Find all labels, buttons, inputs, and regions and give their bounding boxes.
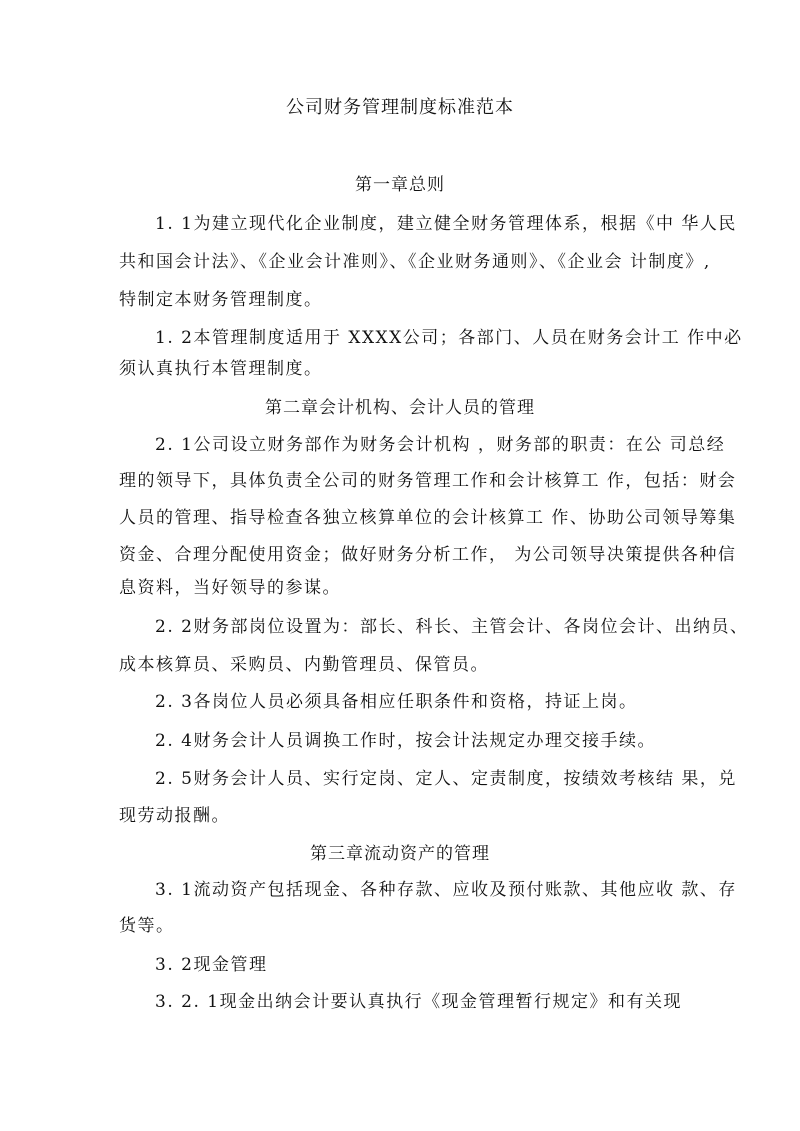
paragraph-line: 2. 5财务会计人员、实行定岗、定人、定责制度，按绩效考核结 果，兑 [155, 769, 737, 789]
paragraph-line: 2. 4财务会计人员调换工作时，按会计法规定办理交接手续。 [155, 731, 656, 751]
paragraph-line: 须认真执行本管理制度。 [119, 359, 323, 379]
chapter-heading-2: 第二章会计机构、会计人员的管理 [265, 398, 535, 418]
paragraph-line: 成本核算员、采购员、内勤管理员、保管员。 [119, 655, 489, 675]
document-title: 公司财务管理制度标准范本 [286, 97, 514, 118]
paragraph-line: 2. 1公司设立财务部作为财务会计机构 ，财务部的职责：在公 司总经 [155, 435, 726, 455]
chapter-heading-3: 第三章流动资产的管理 [310, 844, 490, 864]
paragraph-line: 现劳动报酬。 [119, 806, 230, 826]
paragraph-line: 1. 1为建立现代化企业制度，建立健全财务管理体系，根据《中 华人民 [155, 214, 737, 234]
paragraph-line: 1. 2本管理制度适用于 XXXX公司；各部门、人员在财务会计工 作中必 [155, 328, 743, 348]
paragraph-line: 息资料，当好领导的参谋。 [119, 578, 341, 598]
paragraph-line: 货等。 [119, 916, 175, 936]
paragraph-line: 人员的管理、指导检查各独立核算单位的会计核算工 作、协助公司领导筹集 [119, 508, 737, 528]
paragraph-line: 共和国会计法》、《企业会计准则》、《企业财务通则》、《企业会 计制度》, [119, 252, 711, 272]
paragraph-line: 特制定本财务管理制度。 [119, 290, 323, 310]
paragraph-line: 3. 1流动资产包括现金、各种存款、应收及预付账款、其他应收 款、存 [155, 880, 737, 900]
paragraph-line: 3. 2现金管理 [155, 955, 268, 975]
paragraph-line: 理的领导下，具体负责全公司的财务管理工作和会计核算工 作，包括：财会 [119, 471, 737, 491]
paragraph-line: 2. 3各岗位人员必须具备相应任职条件和资格，持证上岗。 [155, 692, 638, 712]
paragraph-line: 资金、合理分配使用资金；做好财务分析工作， 为公司领导决策提供各种信 [119, 545, 737, 565]
paragraph-line: 3. 2. 1现金出纳会计要认真执行《现金管理暂行规定》和有关现 [155, 992, 683, 1012]
paragraph-line: 2. 2财务部岗位设置为：部长、科长、主管会计、各岗位会计、出纳员、 [155, 617, 749, 637]
chapter-heading-1: 第一章总则 [355, 175, 445, 195]
